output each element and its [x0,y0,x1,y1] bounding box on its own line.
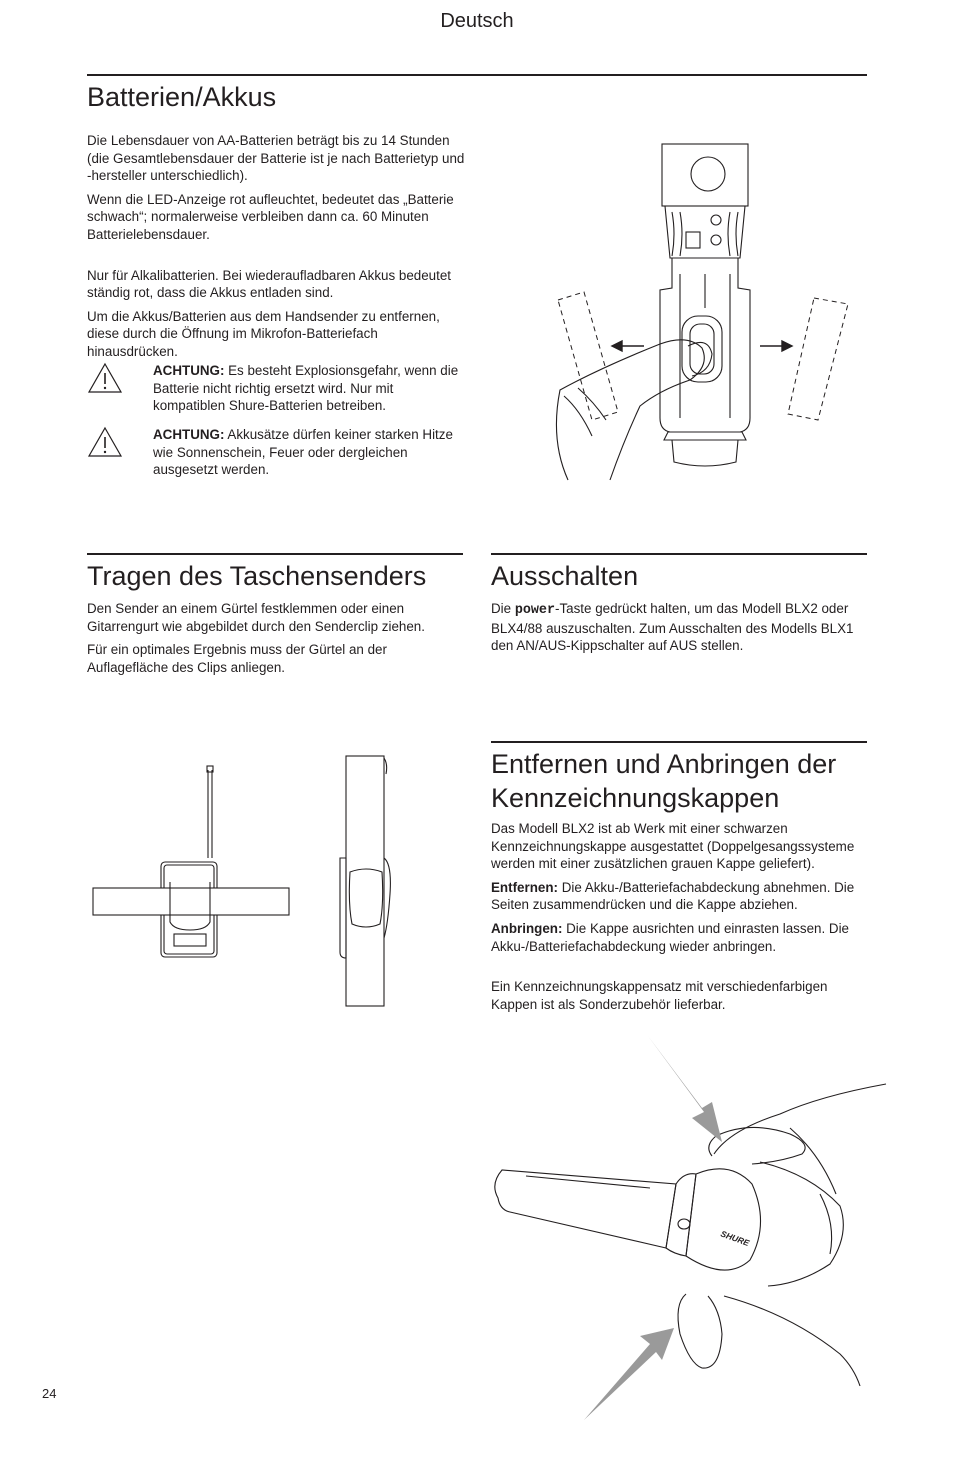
warning-block [87,426,467,479]
poweroff-heading: Ausschalten [491,561,639,591]
batteries-heading: Batterien/Akkus [87,82,277,112]
page-number: 24 [42,1386,57,1401]
caps-remove-text: Die Akku-/Batteriefachabdeckung abnehmen. Die Seiten zusammendrücken und die Kappe abziehen. [491,879,855,913]
page-language-header: Deutsch [440,10,514,32]
poweroff-text-pre: Die [491,601,515,616]
caps-heading-line2: Kennzeichnungskappen [491,783,780,813]
caps-heading-line1: Entfernen und Anbringen der [491,749,837,779]
poweroff-text [491,600,867,655]
bodypack-text [87,600,463,676]
batteries-text [87,132,465,361]
batteries-paragraph: Wenn die LED-Anzeige rot aufleuchtet, bedeutet das „Batterie schwach“; normalerweise verbleiben dann ca. 60 Minuten Batterielebensdauer. [87,191,454,242]
bodypack-side-illustration [336,754,396,1010]
caps-attach-label: Anbringen: [491,920,563,936]
bodypack-paragraph: Für ein optimales Ergebnis muss der Gürtel an der Auflagefläche des Clips anliegen. [87,642,387,675]
warning-text: Akkusätze dürfen keiner starken Hitze wie Sonnenschein, Feuer oder dergleichen ausgesetzt werden. [153,427,453,478]
caps-heading [491,747,836,815]
power-key-label: power [514,603,556,618]
bodypack-paragraph: Den Sender an einem Gürtel festklemmen oder einen Gitarrengurt wie abgebildet durch den Senderclip ziehen. [87,601,425,634]
warning-block [87,362,467,415]
warning-triangle-icon [87,426,123,458]
warning-text: Es besteht Explosionsgefahr, wenn die Batterie nicht richtig ersetzt wird. Nur mit kompatiblen Shure-Batterien betreiben. [153,363,459,414]
poweroff-text-post: -Taste gedrückt halten, um das Modell BLX2 oder BLX4/88 auszuschalten. Zum Ausschalten des Modells BLX1 den AN/AUS-Kippschalter auf AUS stellen. [491,601,854,654]
section-rule-batteries [87,74,867,76]
section-rule-poweroff [491,553,867,555]
bodypack-heading: Tragen des Taschensenders [87,561,427,591]
caps-intro: Das Modell BLX2 ist ab Werk mit einer schwarzen Kennzeichnungskappe ausgestattet (Doppelgesangssysteme werden mit einer zusätzlichen grauen Kappe geliefert). [491,821,855,872]
caps-text [491,820,867,1013]
batteries-paragraph: Die Lebensdauer von AA-Batterien beträgt bis zu 14 Stunden (die Gesamtlebensdauer der Batterie ist je nach Batterietyp und -hersteller unterschiedlich). [87,133,465,184]
warning-triangle-icon [87,362,123,394]
shure-logo: SHURE [719,1228,751,1249]
warning-label: ACHTUNG: [153,427,225,442]
section-rule-bodypack [87,553,463,555]
batteries-paragraph: Um die Akkus/Batterien aus dem Handsender zu entfernen, diese durch die Öffnung im Mikrofon-Batteriefach hinausdrücken. [87,308,440,359]
batteries-paragraph: Nur für Alkalibatterien. Bei wiederaufladbaren Akkus bedeutet ständig rot, dass die Akkus entladen sind. [87,267,451,301]
caps-attach-text: Die Kappe ausrichten und einrasten lassen. Die Akku-/Batteriefachabdeckung wieder anbringen. [491,920,849,954]
handheld-battery-illustration [540,140,870,485]
cap-removal-illustration [490,1034,890,1424]
warning-label: ACHTUNG: [153,363,225,378]
section-rule-caps [491,741,867,743]
caps-accessory: Ein Kennzeichnungskappensatz mit verschiedenfarbigen Kappen ist als Sonderzubehör lieferbar. [491,979,828,1012]
caps-remove-label: Entfernen: [491,879,558,895]
bodypack-front-illustration [90,764,295,964]
